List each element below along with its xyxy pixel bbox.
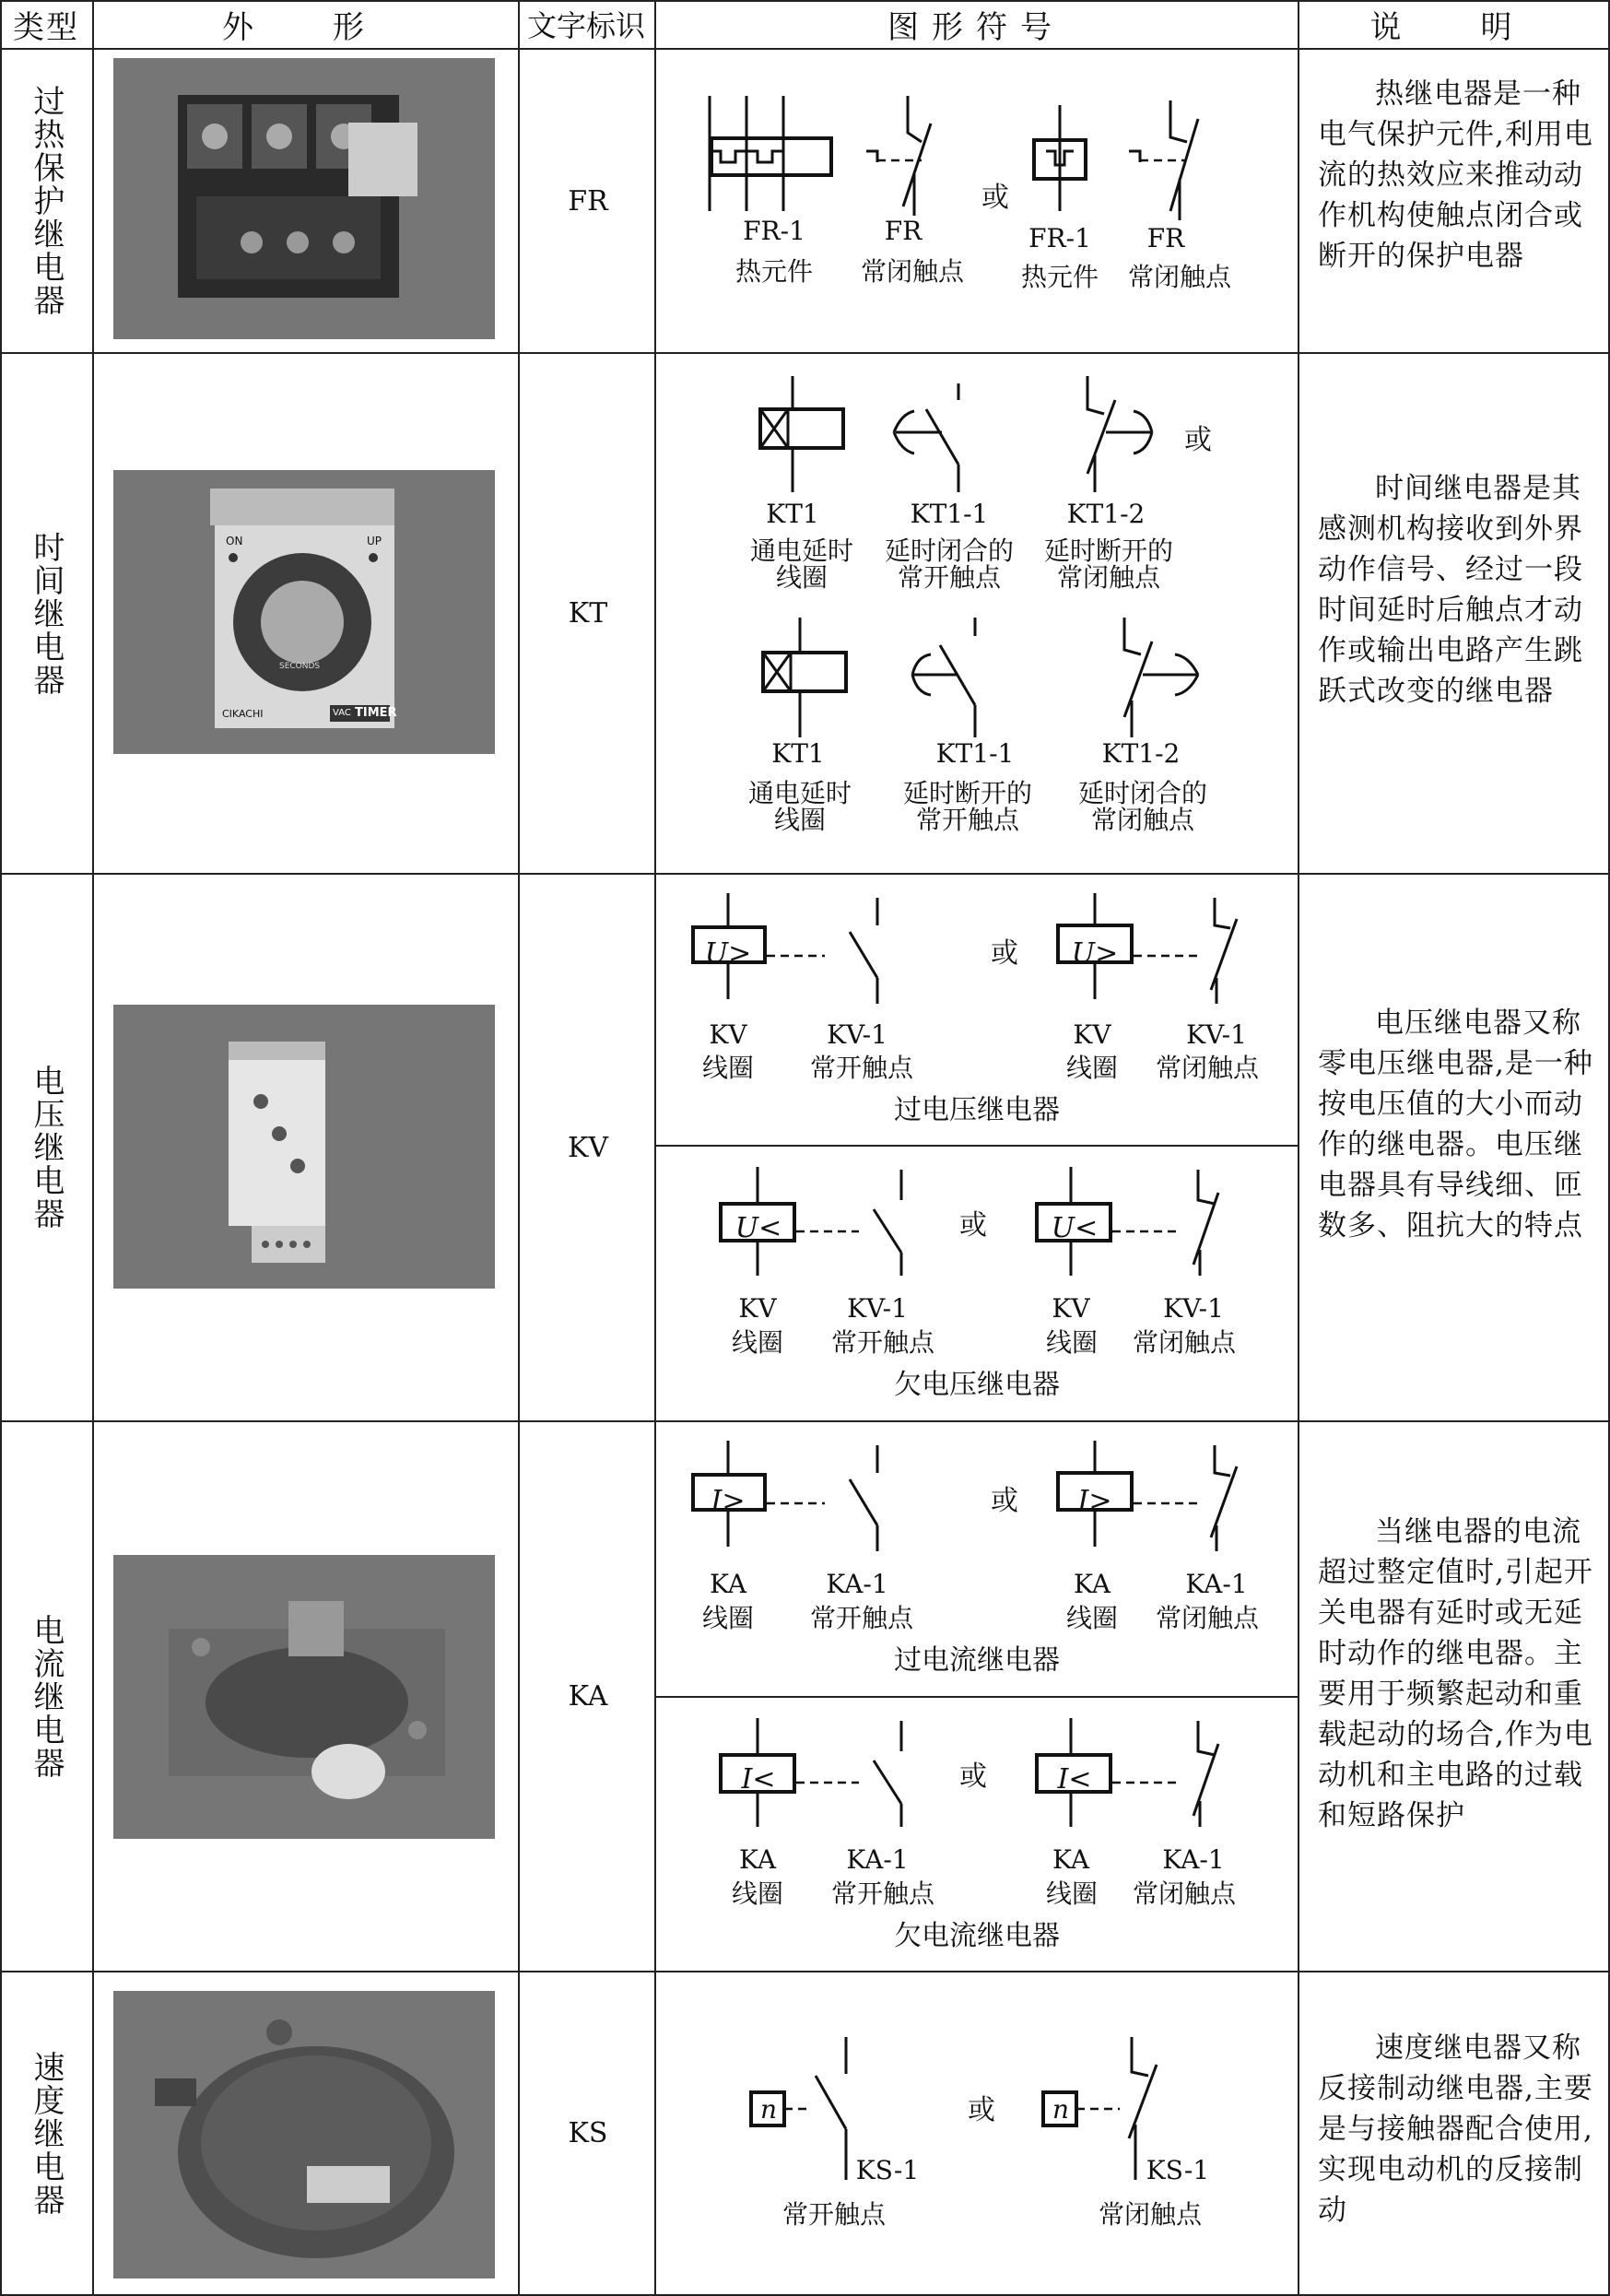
kv-top-n2: 常开触点 xyxy=(809,1053,913,1083)
header-appearance: 外 形 xyxy=(222,8,388,46)
fr-label-d-code: FR xyxy=(1146,223,1185,253)
photo-thermal-relay xyxy=(113,58,495,339)
ka-bottom-c3: KA xyxy=(1052,1844,1089,1875)
ka-top-c1: KA xyxy=(709,1569,746,1599)
kv-bottom-n4: 常闭触点 xyxy=(1132,1327,1236,1358)
ks-c-left: KS-1 xyxy=(855,2155,920,2185)
kv-top-caption: 过电压继电器 xyxy=(894,1094,1060,1126)
speed-relay-illustration xyxy=(113,1991,495,2278)
kt-delay-open-nc-contact xyxy=(1087,376,1152,492)
fr-heating-element-3pole xyxy=(710,96,831,211)
fr-symbols xyxy=(654,50,1298,352)
fr-label-b-code: FR xyxy=(884,216,923,246)
ka-top-n4: 常闭触点 xyxy=(1155,1603,1259,1633)
kv-top-n3: 线圈 xyxy=(1065,1053,1118,1083)
row-type-kv xyxy=(0,875,92,1420)
ks-symbols xyxy=(654,1972,1298,2294)
ks-c-right: KS-1 xyxy=(1146,2155,1210,2185)
kt-a1-name1: 通电延时 xyxy=(749,536,853,566)
kt-b3-name2: 常闭触点 xyxy=(1090,805,1194,835)
ka-bottom-coil-text: I< xyxy=(741,1763,776,1796)
kv-top-coil-text: U> xyxy=(704,937,752,970)
row-type-ka xyxy=(0,1422,92,1971)
kv-bottom-coil-text-b: U< xyxy=(1051,1212,1099,1244)
fr-nc-contact-b xyxy=(1129,100,1198,220)
kt-b1-code: KT1 xyxy=(771,738,825,769)
current-relay-illustration xyxy=(113,1555,495,1839)
header-desc: 说 明 xyxy=(1369,8,1536,46)
row-type-fr xyxy=(0,50,92,352)
kt-b2-code: KT1-1 xyxy=(935,738,1015,769)
row-type-kt xyxy=(0,354,92,873)
kv-top-c1: KV xyxy=(709,1019,747,1050)
code-ks: KS xyxy=(568,2117,608,2149)
kt-delay-open-no-contact xyxy=(912,618,975,737)
photo-timer-relay xyxy=(113,470,495,754)
kv-bottom-c1: KV xyxy=(738,1293,777,1324)
kt-b2-name1: 延时断开的 xyxy=(902,778,1032,808)
code-fr: FR xyxy=(568,184,608,218)
ka-bottom-c2: KA-1 xyxy=(846,1844,909,1875)
timer-on-label: ON xyxy=(226,535,243,548)
kt-b2-name2: 常开触点 xyxy=(915,805,1019,835)
timer-relay-illustration xyxy=(113,470,495,754)
ka-top-n2: 常开触点 xyxy=(809,1603,913,1633)
ka-top-coil-text-b: I> xyxy=(1077,1485,1112,1517)
timer-up-label: UP xyxy=(367,535,382,548)
header-type: 类型 xyxy=(13,8,79,46)
desc-kv: 电压继电器又称零电压继电器,是一种按电压值的大小而动作的继电器。电压继电器具有导线细、匝数多、阻抗大的特点 xyxy=(1318,1007,1593,1242)
ka-top-c4: KA-1 xyxy=(1185,1569,1248,1599)
kt-or-top: 或 xyxy=(1184,424,1212,456)
ka-top-c2: KA-1 xyxy=(826,1569,888,1599)
fr-label-b-name: 常闭触点 xyxy=(860,256,964,287)
kt-a2-name1: 延时闭合的 xyxy=(884,536,1014,566)
ka-top-coil-text: I> xyxy=(711,1485,746,1517)
row-type-ks xyxy=(0,1972,92,2294)
fr-label-d-name: 常闭触点 xyxy=(1127,262,1231,292)
header-symbol: 图形符号 xyxy=(887,8,1064,46)
desc-kt: 时间继电器是其感测机构接收到外界动作信号、经过一段时间延时后触点才动作或输出电路产生跳跃式改变的继电器 xyxy=(1318,472,1583,708)
kt-a1-code: KT1 xyxy=(766,499,819,529)
kt-b1-name1: 通电延时 xyxy=(747,778,852,808)
kt-b1-name2: 线圈 xyxy=(773,805,826,835)
thermal-relay-illustration xyxy=(113,58,495,339)
type-text: 时间继电器 xyxy=(28,530,65,697)
ks-or: 或 xyxy=(968,2094,995,2126)
kv-bottom-c3: KV xyxy=(1052,1293,1090,1324)
fr-heating-element-single xyxy=(1034,105,1086,211)
voltage-relay-illustration xyxy=(113,1005,495,1289)
type-text: 速度继电器 xyxy=(28,2050,65,2217)
kt-a2-name2: 常开触点 xyxy=(897,562,1001,593)
fr-label-a-name: 热元件 xyxy=(734,256,813,287)
desc-fr: 热继电器是一种电气保护元件,利用电流的热效应来推动动作机构使触点闭合或断开的保护电器 xyxy=(1318,77,1593,273)
fr-label-c-code: FR-1 xyxy=(1028,223,1091,253)
col-divider-1 xyxy=(92,0,94,2296)
kt-a3-name1: 延时断开的 xyxy=(1043,536,1173,566)
ka-bottom-coil-text-b: I< xyxy=(1057,1763,1092,1796)
kt-coil-on-delay-a xyxy=(760,376,843,492)
type-text: 电流继电器 xyxy=(28,1613,65,1780)
ka-top-n1: 线圈 xyxy=(701,1603,754,1633)
timer-seconds-label: SECONDS xyxy=(279,662,321,671)
timer-brand-label: CIKACHI xyxy=(222,708,264,720)
type-text: 过热保护继电器 xyxy=(28,85,65,317)
ka-bottom-or: 或 xyxy=(959,1760,987,1793)
kv-top-n4: 常闭触点 xyxy=(1155,1053,1259,1083)
kv-bottom-caption: 欠电压继电器 xyxy=(894,1369,1060,1401)
kv-bottom-n3: 线圈 xyxy=(1045,1327,1098,1358)
timer-text-label: TIMER xyxy=(355,706,397,720)
ka-bottom-c4: KA-1 xyxy=(1162,1844,1225,1875)
fr-label-c-name: 热元件 xyxy=(1020,262,1099,292)
header-code: 文字标识 xyxy=(526,8,645,43)
kv-bottom-n1: 线圈 xyxy=(731,1327,783,1358)
kv-top-c3: KV xyxy=(1073,1019,1111,1050)
ka-bottom-c1: KA xyxy=(738,1844,776,1875)
kv-bottom-coil-text: U< xyxy=(734,1212,782,1244)
fr-nc-contact-a xyxy=(866,96,931,216)
ka-top-n3: 线圈 xyxy=(1065,1603,1118,1633)
kt-delay-close-nc-contact xyxy=(1124,618,1198,737)
kv-top-coil-text-b: U> xyxy=(1071,937,1119,970)
code-ka: KA xyxy=(568,1680,608,1713)
fr-label-a-code: FR-1 xyxy=(743,216,805,246)
ks-name-left: 常开触点 xyxy=(781,2199,886,2230)
desc-ka: 当继电器的电流超过整定值时,引起开关电器有延时或无延时动作的继电器。主要用于频繁起动和重载起动的场合,作为电动机和主电路的过载和短路保护 xyxy=(1318,1515,1593,1832)
photo-current-relay xyxy=(113,1555,495,1839)
ka-bottom-n4: 常闭触点 xyxy=(1132,1878,1236,1909)
kv-bottom-n2: 常开触点 xyxy=(830,1327,934,1358)
type-text: 电压继电器 xyxy=(28,1065,65,1230)
kv-top-c4: KV-1 xyxy=(1186,1019,1247,1050)
photo-voltage-relay xyxy=(113,1005,495,1289)
ka-top-caption: 过电流继电器 xyxy=(894,1644,1060,1677)
ka-bottom-n1: 线圈 xyxy=(731,1878,783,1909)
ks-n-right: n xyxy=(1052,2094,1070,2125)
kv-top-c2: KV-1 xyxy=(827,1019,887,1050)
kt-coil-on-delay-b xyxy=(763,618,846,737)
kv-top-n1: 线圈 xyxy=(701,1053,754,1083)
ks-n-left: n xyxy=(759,2094,778,2125)
kt-a2-code: KT1-1 xyxy=(910,499,989,529)
ka-top-c3: KA xyxy=(1073,1569,1111,1599)
kv-top-or: 或 xyxy=(991,937,1018,970)
photo-speed-relay xyxy=(113,1991,495,2278)
ka-top-or: 或 xyxy=(991,1485,1018,1517)
kt-b3-code: KT1-2 xyxy=(1101,738,1181,769)
kv-bottom-or: 或 xyxy=(959,1209,987,1242)
kt-a3-name2: 常闭触点 xyxy=(1056,562,1160,593)
ka-bottom-caption: 欠电流继电器 xyxy=(894,1920,1060,1952)
timer-vac-label: VAC xyxy=(333,708,351,718)
ka-bottom-n3: 线圈 xyxy=(1045,1878,1098,1909)
ks-name-right: 常闭触点 xyxy=(1098,2199,1202,2230)
desc-ks: 速度继电器又称反接制动继电器,主要是与接触器配合使用,实现电动机的反接制动 xyxy=(1318,2031,1593,2227)
kt-a3-code: KT1-2 xyxy=(1066,499,1146,529)
kt-delay-close-no-contact xyxy=(894,383,958,492)
kv-bottom-c2: KV-1 xyxy=(847,1293,908,1324)
ka-bottom-n2: 常开触点 xyxy=(830,1878,934,1909)
kv-bottom-c4: KV-1 xyxy=(1163,1293,1224,1324)
kt-b3-name1: 延时闭合的 xyxy=(1077,778,1207,808)
kt-a1-name2: 线圈 xyxy=(775,562,828,593)
col-divider-4 xyxy=(1298,0,1299,2296)
code-kv: KV xyxy=(567,1131,609,1164)
code-kt: KT xyxy=(568,597,608,630)
fr-label-or: 或 xyxy=(981,182,1009,214)
